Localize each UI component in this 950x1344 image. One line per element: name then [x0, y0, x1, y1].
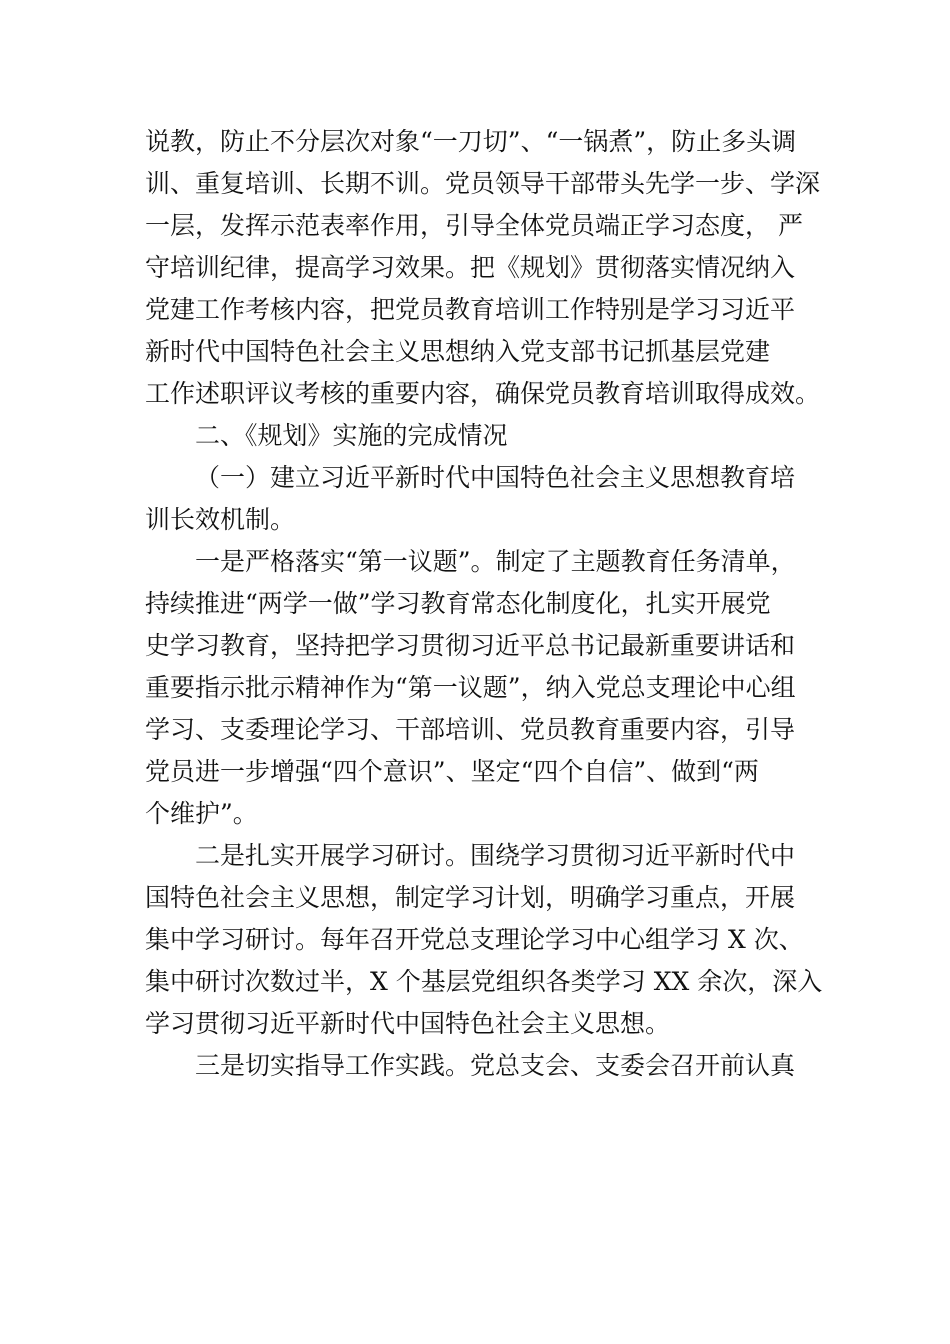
text-line: 集中学习研讨。每年召开党总支理论学习中心组学习 X 次、: [145, 925, 804, 954]
text-line: 党建工作考核内容，把党员教育培训工作特别是学习习近平: [145, 295, 796, 324]
text-line: 史学习教育，坚持把学习贯彻习近平总书记最新重要讲话和: [145, 631, 796, 660]
text-line: 集中研讨次数过半，X 个基层党组织各类学习 XX 余次，深入: [145, 967, 823, 996]
text-line: 训、重复培训、长期不训。党员领导干部带头先学一步、学深: [145, 169, 821, 198]
text-line: 一层，发挥示范表率作用，引导全体党员端正学习态度， 严: [145, 211, 803, 240]
text-line: 工作述职评议考核的重要内容，确保党员教育培训取得成效。: [145, 379, 821, 408]
paragraph-first-line: 二是扎实开展学习研讨。围绕学习贯彻习近平新时代中: [195, 841, 796, 870]
subsection-heading: （一）建立习近平新时代中国特色社会主义思想教育培: [195, 463, 796, 492]
text-line: 持续推进“两学一做”学习教育常态化制度化，扎实开展党: [145, 589, 771, 618]
text-line: 重要指示批示精神作为“第一议题”，纳入党总支理论中心组: [145, 673, 796, 702]
paragraph-first-line: 三是切实指导工作实践。党总支会、支委会召开前认真: [195, 1051, 796, 1080]
section-heading: 二、《规划》实施的完成情况: [195, 421, 508, 450]
text-line: 国特色社会主义思想，制定学习计划，明确学习重点，开展: [145, 883, 796, 912]
text-line: 个维护”。: [145, 799, 258, 828]
text-line: 学习、支委理论学习、干部培训、党员教育重要内容，引导: [145, 715, 796, 744]
text-line: 党员进一步增强“四个意识”、坚定“四个自信”、做到“两: [145, 757, 759, 786]
text-line: 新时代中国特色社会主义思想纳入党支部书记抓基层党建: [145, 337, 771, 366]
text-line: 说教，防止不分层次对象“一刀切”、“一锅煮”，防止多头调: [145, 127, 797, 156]
text-line: 守培训纪律，提高学习效果。把《规划》贯彻落实情况纳入: [145, 253, 796, 282]
paragraph-first-line: 一是严格落实“第一议题”。制定了主题教育任务清单，: [195, 547, 796, 576]
text-line: 学习贯彻习近平新时代中国特色社会主义思想。: [145, 1009, 671, 1038]
text-line: 训长效机制。: [145, 505, 296, 534]
